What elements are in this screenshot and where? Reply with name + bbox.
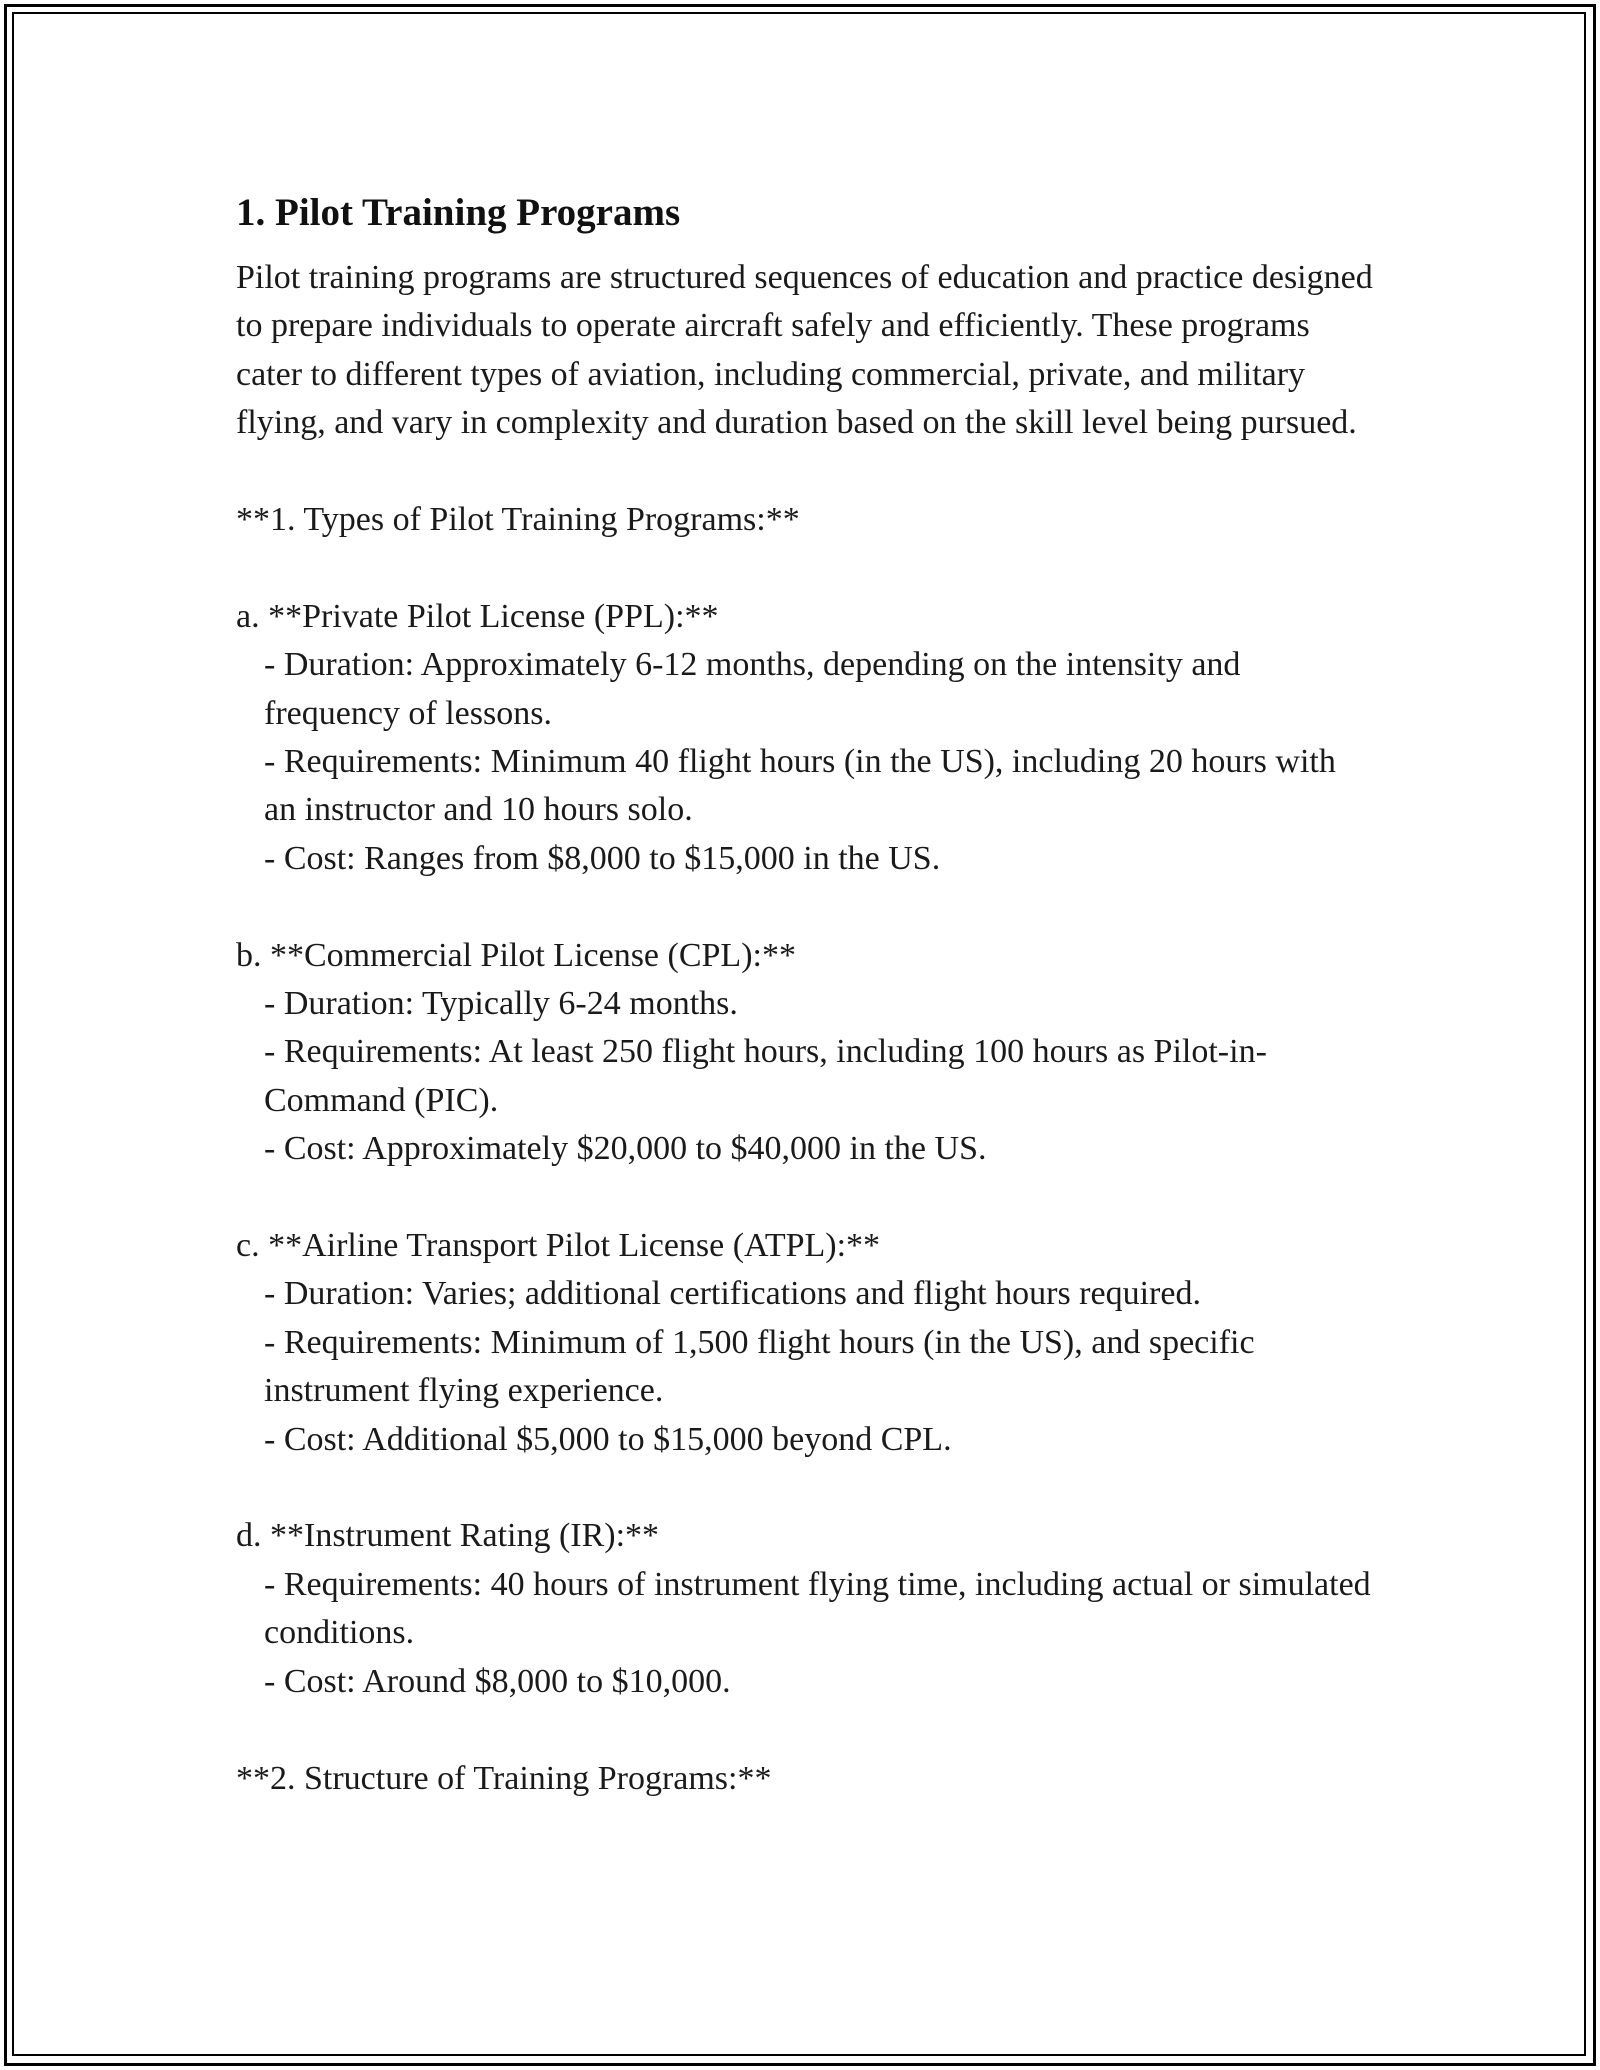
program-detail: - Requirements: Minimum of 1,500 flight hours (in the US), and specific instrument flying experience. bbox=[264, 1323, 1255, 1410]
program-detail: - Cost: Ranges from $8,000 to $15,000 in the US. bbox=[264, 839, 941, 877]
program-block-atpl bbox=[236, 1222, 1376, 1464]
program-detail: - Duration: Varies; additional certifications and flight hours required. bbox=[264, 1275, 1201, 1313]
program-block-ir bbox=[236, 1512, 1376, 1706]
program-detail: - Requirements: 40 hours of instrument flying time, including actual or simulated conditions. bbox=[264, 1565, 1371, 1652]
program-block-cpl bbox=[236, 932, 1376, 1174]
program-heading: c. **Airline Transport Pilot License (ATPL):** bbox=[236, 1227, 881, 1265]
spacer bbox=[236, 1706, 1376, 1754]
spacer bbox=[236, 1464, 1376, 1512]
program-detail: - Cost: Approximately $20,000 to $40,000 in the US. bbox=[264, 1130, 987, 1168]
program-heading: a. **Private Pilot License (PPL):** bbox=[236, 597, 719, 635]
program-detail: - Duration: Typically 6-24 months. bbox=[264, 985, 738, 1023]
document-body bbox=[236, 182, 1376, 1803]
program-detail: - Requirements: Minimum 40 flight hours (in the US), including 20 hours with an instructor and 10 hours solo. bbox=[264, 743, 1336, 829]
intro-paragraph: Pilot training programs are structured sequences of education and practice designed to prepare individuals to operate aircraft safely and efficiently. These programs cater to different types of aviation, including commercial, private, and military flying, and vary in complexity and duration based on the skill level being pursued. bbox=[236, 259, 1373, 442]
program-detail: - Requirements: At least 250 flight hours, including 100 hours as Pilot-in-Command (PIC). bbox=[264, 1033, 1267, 1119]
spacer bbox=[236, 883, 1376, 931]
program-heading: d. **Instrument Rating (IR):** bbox=[236, 1517, 660, 1555]
program-detail: - Cost: Additional $5,000 to $15,000 beyond CPL. bbox=[264, 1420, 952, 1458]
program-block-ppl bbox=[236, 593, 1376, 883]
program-heading: b. **Commercial Pilot License (CPL):** bbox=[236, 936, 796, 974]
spacer bbox=[236, 544, 1376, 592]
document-text bbox=[236, 254, 1376, 1803]
page-title: 1. Pilot Training Programs bbox=[236, 191, 681, 234]
program-detail: - Cost: Around $8,000 to $10,000. bbox=[264, 1662, 731, 1700]
section-heading: **1. Types of Pilot Training Programs:** bbox=[236, 501, 800, 539]
spacer bbox=[236, 448, 1376, 496]
spacer bbox=[236, 1174, 1376, 1222]
section-heading: **2. Structure of Training Programs:** bbox=[236, 1759, 772, 1797]
program-detail: - Duration: Approximately 6-12 months, depending on the intensity and frequency of lessons. bbox=[264, 646, 1241, 732]
